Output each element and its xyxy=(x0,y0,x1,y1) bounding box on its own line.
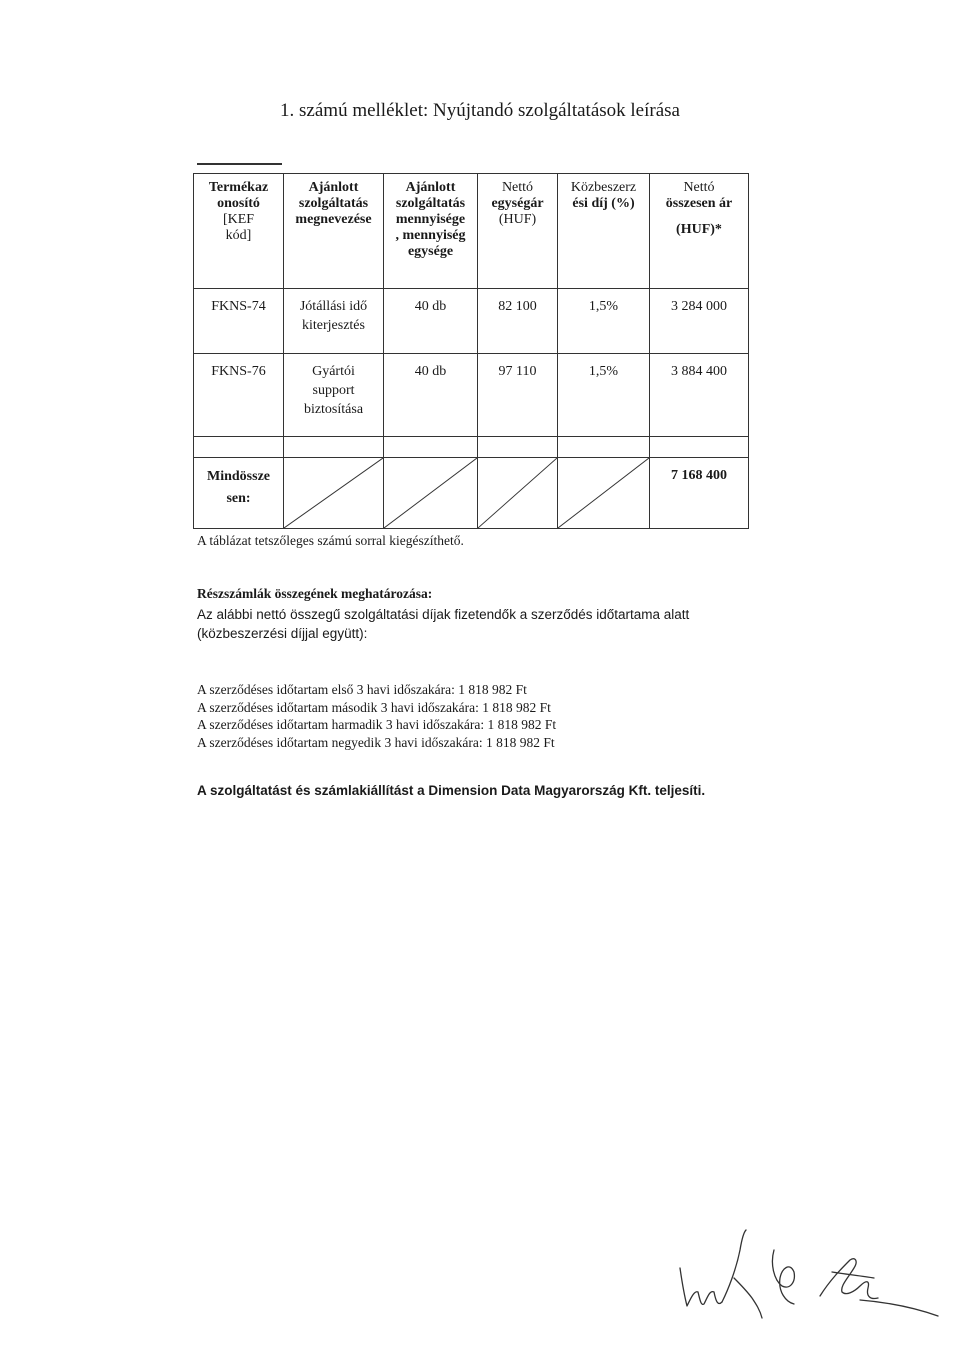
header-quantity: Ajánlott szolgáltatás mennyisége , mennyiség egysége xyxy=(384,174,478,289)
cell-code: FKNS-74 xyxy=(194,289,284,354)
diagonal-line xyxy=(284,458,383,528)
cell-unit-price: 82 100 xyxy=(478,289,558,354)
cell-fee: 1,5% xyxy=(558,354,650,437)
empty-row xyxy=(194,437,749,458)
page-title: 1. számú melléklet: Nyújtandó szolgáltatások leírása xyxy=(280,100,680,121)
diagonal-line xyxy=(558,458,649,528)
list-item: A szerződéses időtartam negyedik 3 havi időszakára: 1 818 982 Ft xyxy=(197,734,555,750)
cell-total: 3 284 000 xyxy=(650,289,749,354)
final-statement: A szolgáltatást és számlakiállítást a Dimension Data Magyarország Kft. teljesíti. xyxy=(197,783,706,798)
header-unit-price: Nettó egységár (HUF) xyxy=(478,174,558,289)
list-item: A szerződéses időtartam harmadik 3 havi időszakára: 1 818 982 Ft xyxy=(197,717,557,732)
table-header-row xyxy=(194,174,749,289)
cell-service: Jótállási idő kiterjesztés xyxy=(284,289,384,354)
table-row xyxy=(194,354,749,437)
total-row xyxy=(194,458,749,529)
table-row xyxy=(194,289,749,354)
section-subtitle: Részszámlák összegének meghatározása: xyxy=(197,586,433,601)
header-product-id: Termékaz onosító [KEF kód] xyxy=(194,174,284,289)
signature-image xyxy=(670,1220,940,1330)
header-procurement-fee: Közbeszerz ési díj (%) xyxy=(558,174,650,289)
cell-qty: 40 db xyxy=(384,354,478,437)
struck-cell xyxy=(558,458,650,529)
table-note: A táblázat tetszőleges számú sorral kiegészíthető. xyxy=(197,533,464,548)
total-label: Mindössze sen: xyxy=(194,458,284,529)
cell-fee: 1,5% xyxy=(558,289,650,354)
list-item: A szerződéses időtartam első 3 havi időszakára: 1 818 982 Ft xyxy=(197,682,527,697)
cell-code: FKNS-76 xyxy=(194,354,284,437)
header-net-total: Nettó összesen ár (HUF)* xyxy=(650,174,749,289)
section-paragraph: Az alábbi nettó összegű szolgáltatási díjak fizetendők a szerződés időtartama alatt (közbeszerzési díjjal együtt): xyxy=(197,607,690,641)
cell-qty: 40 db xyxy=(384,289,478,354)
cell-service: Gyártói support biztosítása xyxy=(284,354,384,437)
cell-total: 3 884 400 xyxy=(650,354,749,437)
struck-cell xyxy=(384,458,478,529)
period-list xyxy=(197,681,556,751)
header-rule xyxy=(197,163,282,165)
struck-cell xyxy=(284,458,384,529)
diagonal-line xyxy=(384,458,477,528)
services-table xyxy=(193,173,749,529)
list-item: A szerződéses időtartam második 3 havi időszakára: 1 818 982 Ft xyxy=(197,699,551,715)
diagonal-line xyxy=(478,458,557,528)
total-value: 7 168 400 xyxy=(650,458,749,529)
cell-unit-price: 97 110 xyxy=(478,354,558,437)
header-service-name: Ajánlott szolgáltatás megnevezése xyxy=(284,174,384,289)
struck-cell xyxy=(478,458,558,529)
